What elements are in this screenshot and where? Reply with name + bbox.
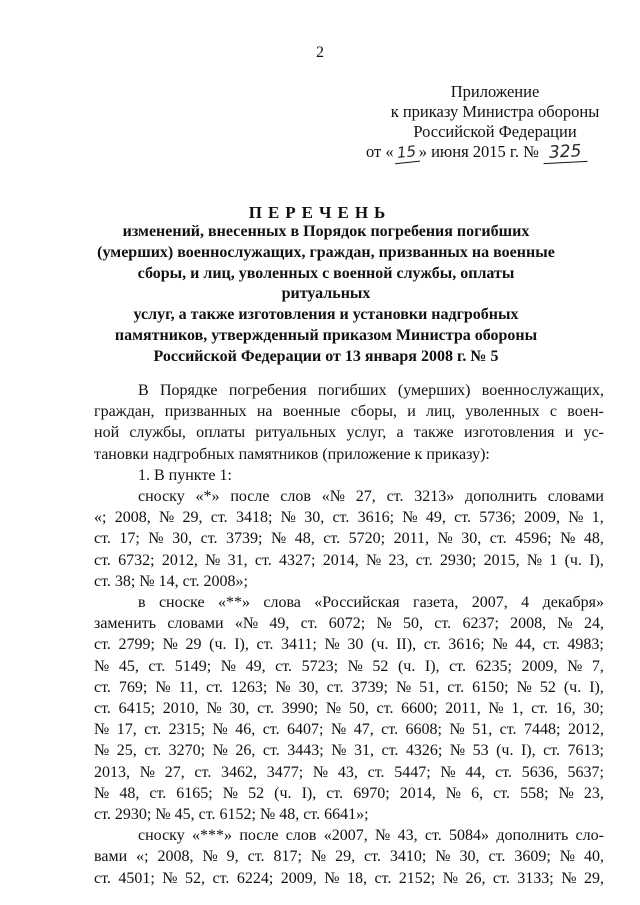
appendix-line-2: к приказу Министра обороны xyxy=(390,102,600,121)
document-title: ПЕРЕЧЕНЬ xyxy=(248,203,392,222)
appendix-block xyxy=(360,82,630,163)
page-number: 2 xyxy=(316,44,324,61)
body-line: ст. 17; № 30, ст. 3739; № 48, ст. 5720; 2011, № 30, ст. 4596; № 48, xyxy=(94,530,604,548)
appendix-line-3: Российской Федерации xyxy=(413,122,577,141)
document-body xyxy=(94,380,604,889)
body-line: ст. 2930; № 45, ст. 6152; № 48, ст. 6641»; xyxy=(94,806,369,824)
body-line: сноску «*» после слов «№ 27, ст. 3213» дополнить словами xyxy=(138,488,604,506)
body-line: № 25, ст. 3270; № 26, ст. 3443; № 31, ст. 4326; № 53 (ч. I), ст. 7613; xyxy=(94,742,604,760)
document-subtitle xyxy=(96,222,556,368)
appendix-date-line xyxy=(360,142,630,163)
body-line: 1. В пункте 1: xyxy=(138,466,232,484)
date-prefix: от « xyxy=(366,142,394,161)
body-line: вами «; 2008, № 9, ст. 817; № 29, ст. 3410; № 30, ст. 3609; № 40, xyxy=(94,848,604,866)
subtitle-line: Российской Федерации от 13 января 2008 г. № 5 xyxy=(153,347,499,365)
subtitle-line: изменений, внесенных в Порядок погребения погибших xyxy=(122,223,530,240)
body-line: № 45, ст. 5149; № 49, ст. 5723; № 52 (ч. I), ст. 6235; 2009, № 7, xyxy=(94,657,604,675)
body-line: ст. 769; № 11, ст. 1263; № 30, ст. 3739; № 51, ст. 6150; № 52 (ч. I), xyxy=(94,678,604,696)
body-line: В Порядке погребения погибших (умерших) военнослужащих, xyxy=(138,382,604,399)
handwritten-day: 15 xyxy=(393,141,420,165)
body-line: «; 2008, № 29, ст. 3418; № 30, ст. 3616; № 49, ст. 5736; 2009, № 1, xyxy=(94,509,604,527)
body-line: в сноске «**» слова «Российская газета, 2007, 4 декабря» xyxy=(138,594,604,612)
body-line: ст. 4501; № 52, ст. 6224; 2009, № 18, ст. 2152; № 26, ст. 3133; № 29, xyxy=(94,869,604,887)
appendix-line-1: Приложение xyxy=(450,82,540,101)
body-line: ст. 6415; 2010, № 30, ст. 3990; № 50, ст. 6600; 2011, № 1, ст. 16, 30; xyxy=(94,700,604,718)
body-line: сноску «***» после слов «2007, № 43, ст. 5084» дополнить сло- xyxy=(138,827,604,845)
body-line: ст. 2799; № 29 (ч. I), ст. 3411; № 30 (ч. II), ст. 3616; № 44, ст. 4983; xyxy=(94,636,604,654)
body-line: № 17, ст. 2315; № 46, ст. 6407; № 47, ст. 6608; № 51, ст. 7448; 2012, xyxy=(94,721,604,739)
subtitle-line: услуг, а также изготовления и установки надгробных xyxy=(133,306,519,324)
body-line: № 48, ст. 6165; № 52 (ч. I), ст. 6970; 2014, № 6, ст. 558; № 23, xyxy=(94,784,604,802)
body-line: граждан, призванных на военные сборы, и лиц, уволенных с воен- xyxy=(94,403,604,421)
body-line: 2013, № 27, ст. 3462, 3477; № 43, ст. 5447; № 44, ст. 5636, 5637; xyxy=(94,763,604,781)
handwritten-order-number: 325 xyxy=(542,141,587,164)
body-line: заменить словами «№ 49, ст. 6072; № 50, ст. 6237; 2008, № 24, xyxy=(94,615,604,633)
subtitle-line: памятников, утвержденный приказом Министра обороны xyxy=(114,326,538,344)
body-line: ной службы, оплаты ритуальных услуг, а также изготовления и ус- xyxy=(94,424,604,442)
body-line: ст. 6732; 2012, № 31, ст. 4327; 2014, № 23, ст. 2930; 2015, № 1 (ч. I), xyxy=(94,551,604,569)
subtitle-line: (умерших) военнослужащих, граждан, призванных на военные xyxy=(97,243,555,261)
body-line: ст. 38; № 14, ст. 2008»; xyxy=(94,572,248,590)
body-line: тановки надгробных памятников (приложение к приказу): xyxy=(94,445,490,463)
subtitle-line: сборы, и лиц, уволенных с военной службы, оплаты ритуальных xyxy=(137,264,515,303)
date-middle: » июня 2015 г. № xyxy=(418,142,539,161)
